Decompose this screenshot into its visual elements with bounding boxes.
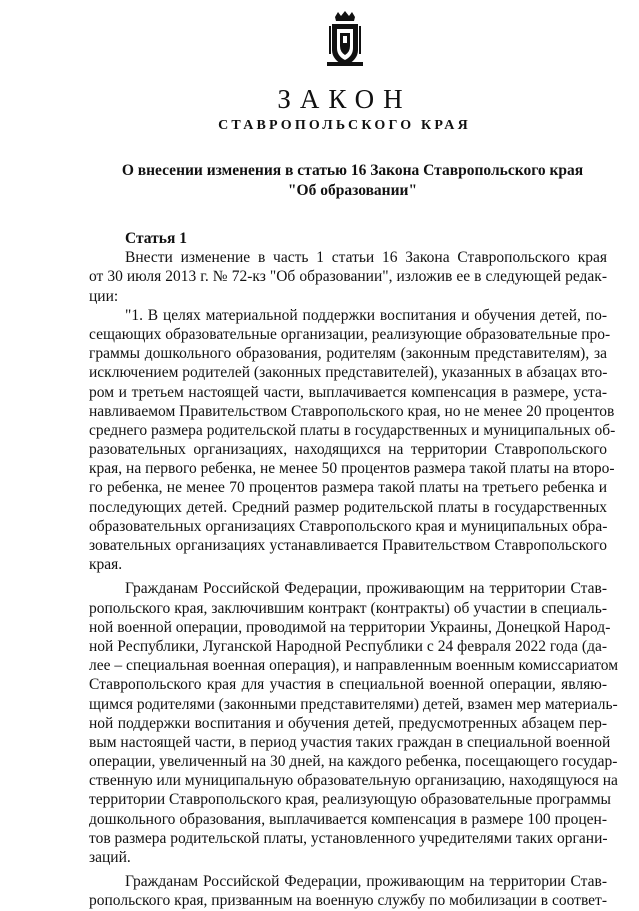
text-line: дошкольного образования, выплачивается компенсация в размере 100 процен- bbox=[89, 810, 607, 828]
text-line: ропольского края, заключившим контракт (контракты) об участии в специаль- bbox=[89, 599, 607, 617]
text-line: граммы дошкольного образования, родителям (законным представителям), за bbox=[89, 345, 607, 363]
article-heading: Статья 1 bbox=[125, 230, 187, 247]
text-line: исключением родителей (законных представителей), указанных в абзацах вто- bbox=[89, 364, 608, 382]
text-line: разовательных организациях, находящихся на территории Ставропольского bbox=[89, 441, 607, 459]
text-line: заций. bbox=[89, 849, 131, 866]
text-line: лее – специальная военная операция), и направленным военным комиссариатом bbox=[89, 657, 619, 675]
text-line: Гражданам Российской Федерации, проживающим на территории Став- bbox=[125, 580, 607, 598]
text-line: последующих детей. Средний размер родительской платы в государственных bbox=[89, 498, 607, 516]
text-line: ной военной операции, проводимой на территории Украины, Донецкой Народ- bbox=[89, 618, 611, 636]
text-line: Ставропольского края для участия в специальной военной операции, являю- bbox=[89, 676, 607, 694]
text-line: зовательных организациях устанавливается Правительством Ставропольского bbox=[89, 537, 607, 554]
text-line: Внести изменение в часть 1 статьи 16 Закона Ставропольского края bbox=[125, 249, 607, 267]
document-title-line: О внесении изменения в статью 16 Закона Ставропольского края bbox=[121, 162, 584, 179]
text-line: края, на первого ребенка, не менее 50 процентов размера такой платы на второ- bbox=[89, 460, 615, 478]
text-line: ром и третьем настоящей части, выплачивается компенсация в размере, уста- bbox=[89, 383, 607, 401]
text-line: "1. В целях материальной поддержки воспитания и обучения детей, по- bbox=[125, 306, 607, 324]
text-line: ции: bbox=[89, 287, 119, 305]
text-line: щимся родителями (законными представителями) детей, взамен мер материаль- bbox=[89, 695, 618, 713]
text-line: Гражданам Российской Федерации, проживающим на территории Став- bbox=[125, 873, 607, 891]
text-line: операции, увеличенный на 30 дней, на каждого ребенка, посещающего государ- bbox=[89, 753, 618, 771]
text-line: навливаемом Правительством Ставропольского края, но не менее 20 процентов bbox=[89, 402, 615, 420]
text-line: территории Ставропольского края, реализующую образовательные программы bbox=[89, 791, 611, 809]
document-title bbox=[70, 161, 635, 201]
text-line: сещающих образовательные организации, реализующие образовательные про- bbox=[89, 325, 611, 343]
text-line: от 30 июля 2013 г. № 72-кз "Об образовании", изложив ее в следующей редак- bbox=[89, 268, 607, 286]
text-line: ропольского края, призванным на военную службу по мобилизации в соответ- bbox=[89, 892, 607, 910]
text-line: вым настоящей части, в период участия таких граждан в специальной военной bbox=[89, 733, 611, 751]
law-title: ЗАКОН bbox=[277, 84, 412, 114]
text-line: образовательных организациях Ставропольского края и муниципальных обра- bbox=[89, 517, 608, 535]
text-line: ной поддержки воспитания и обучения детей, предусмотренных абзацем пер- bbox=[89, 714, 607, 732]
document-body bbox=[89, 229, 619, 911]
text-line: го ребенка, не менее 70 процентов размера такой платы на третьего ребенка и bbox=[89, 479, 607, 497]
text-line: края. bbox=[89, 556, 123, 574]
document-title-line: "Об образовании" bbox=[287, 182, 418, 199]
text-line: ственную или муниципальную образовательную организацию, находящуюся на bbox=[89, 772, 618, 790]
region-subtitle: СТАВРОПОЛЬСКОГО КРАЯ bbox=[218, 118, 471, 133]
text-line: среднего размера родительской платы в государственных и муниципальных об- bbox=[89, 421, 616, 439]
text-line: тов размера родительской платы, установленного учредителями таких органи- bbox=[89, 829, 608, 847]
stavropol-coat-of-arms-icon bbox=[326, 10, 364, 70]
text-line: ной Республики, Луганской Народной Республики с 24 февраля 2022 года (да- bbox=[89, 637, 607, 655]
